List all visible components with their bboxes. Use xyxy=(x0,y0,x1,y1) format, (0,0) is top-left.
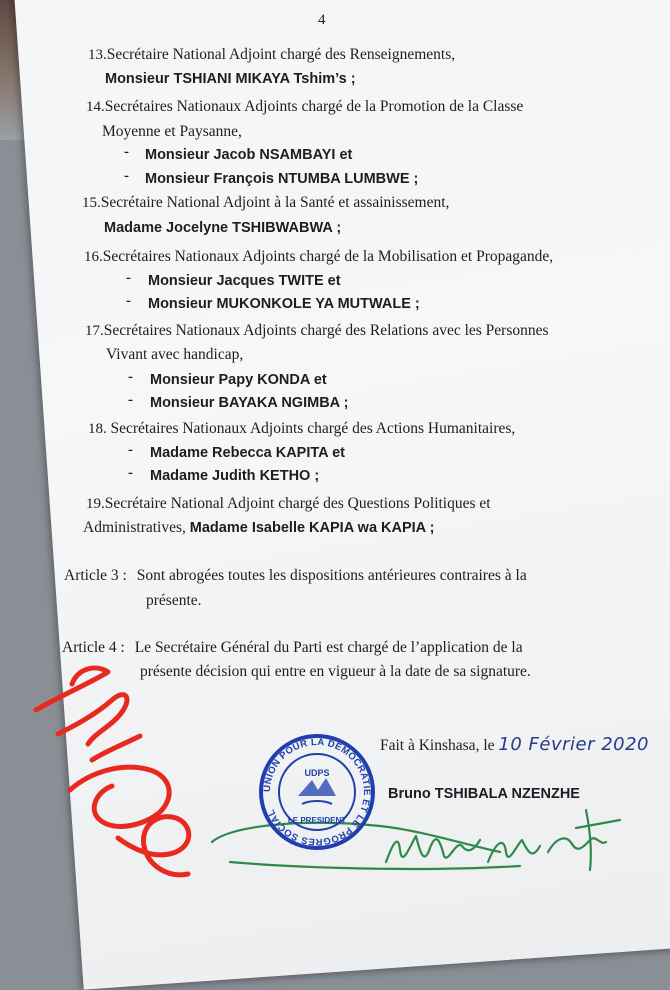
list-item: 16.Secrétaires Nationaux Adjoints chargé de la Mobilisation et Propagande, xyxy=(84,248,554,265)
place-date-line: Fait à Kinshasa, le 10 Février 2020 xyxy=(380,734,650,755)
nominee-name: Monsieur Jacob NSAMBAYI et xyxy=(145,147,353,163)
bullet-dash: - xyxy=(128,465,133,481)
stamp-ring-text: UNION POUR LA DEMOCRATIE ET LE PROGRES SOCIAL xyxy=(261,736,373,848)
nominee-name: Monsieur François NTUMBA LUMBWE ; xyxy=(145,171,419,187)
nominee-name: Madame Rebecca KAPITA et xyxy=(150,445,346,461)
signer-name: Bruno TSHIBALA NZENZHE xyxy=(388,786,580,802)
nominee-name: Monsieur Jacques TWITE et xyxy=(148,273,341,289)
page-number: 4 xyxy=(318,12,326,28)
article-3: Article 3 : Sont abrogées toutes les dispositions antérieures contraires à la xyxy=(64,567,527,584)
nominee-name: Madame Isabelle KAPIA wa KAPIA ; xyxy=(189,520,435,536)
list-item: 13.Secrétaire National Adjoint chargé des Renseignements, xyxy=(88,46,456,63)
udps-stamp xyxy=(261,736,373,848)
bullet-dash: - xyxy=(126,270,131,286)
list-item: 15.Secrétaire National Adjoint à la Santé et assainissement, xyxy=(82,194,450,211)
handwritten-date: 10 Février 2020 xyxy=(498,734,650,755)
nominee-name: Madame Jocelyne TSHIBWABWA ; xyxy=(104,220,342,236)
article-4-continuation: présente décision qui entre en vigueur à la date de sa signature. xyxy=(140,663,531,680)
stamp-center-label: UDPS xyxy=(304,768,330,778)
nominee-name: Monsieur MUKONKOLE YA MUTWALE ; xyxy=(148,296,420,312)
hands-icon xyxy=(302,801,332,804)
map-icon xyxy=(298,778,336,796)
bullet-dash: - xyxy=(126,293,131,309)
bullet-dash: - xyxy=(128,369,133,385)
bullet-dash: - xyxy=(128,442,133,458)
list-item: 14.Secrétaires Nationaux Adjoints chargé de la Promotion de la Classe xyxy=(86,98,524,115)
article-3-continuation: présente. xyxy=(146,592,202,609)
article-label: Article 4 : xyxy=(62,639,125,656)
nominee-name: Monsieur BAYAKA NGIMBA ; xyxy=(150,395,349,411)
red-handwritten-mark xyxy=(36,668,189,875)
stamp-role: LE PRESIDENT xyxy=(287,816,347,825)
article-label: Article 3 : xyxy=(64,567,127,584)
bullet-dash: - xyxy=(124,144,129,160)
bullet-dash: - xyxy=(124,168,129,184)
list-item-continuation: Moyenne et Paysanne, xyxy=(102,123,242,140)
list-item-continuation: Vivant avec handicap, xyxy=(106,346,244,363)
list-item: 17.Secrétaires Nationaux Adjoints chargé des Relations avec les Personnes xyxy=(85,322,549,339)
bullet-dash: - xyxy=(128,392,133,408)
list-item: 19.Secrétaire National Adjoint chargé des Questions Politiques et xyxy=(86,495,491,512)
list-item-continuation: Administratives, Madame Isabelle KAPIA wa KAPIA ; xyxy=(83,519,435,536)
nominee-name: Monsieur Papy KONDA et xyxy=(150,372,327,388)
list-item: 18. Secrétaires Nationaux Adjoints chargé des Actions Humanitaires, xyxy=(88,420,516,437)
article-4: Article 4 : Le Secrétaire Général du Parti est chargé de l’application de la xyxy=(62,639,523,656)
nominee-name: Monsieur TSHIANI MIKAYA Tshim’s ; xyxy=(105,71,356,87)
nominee-name: Madame Judith KETHO ; xyxy=(150,468,320,484)
